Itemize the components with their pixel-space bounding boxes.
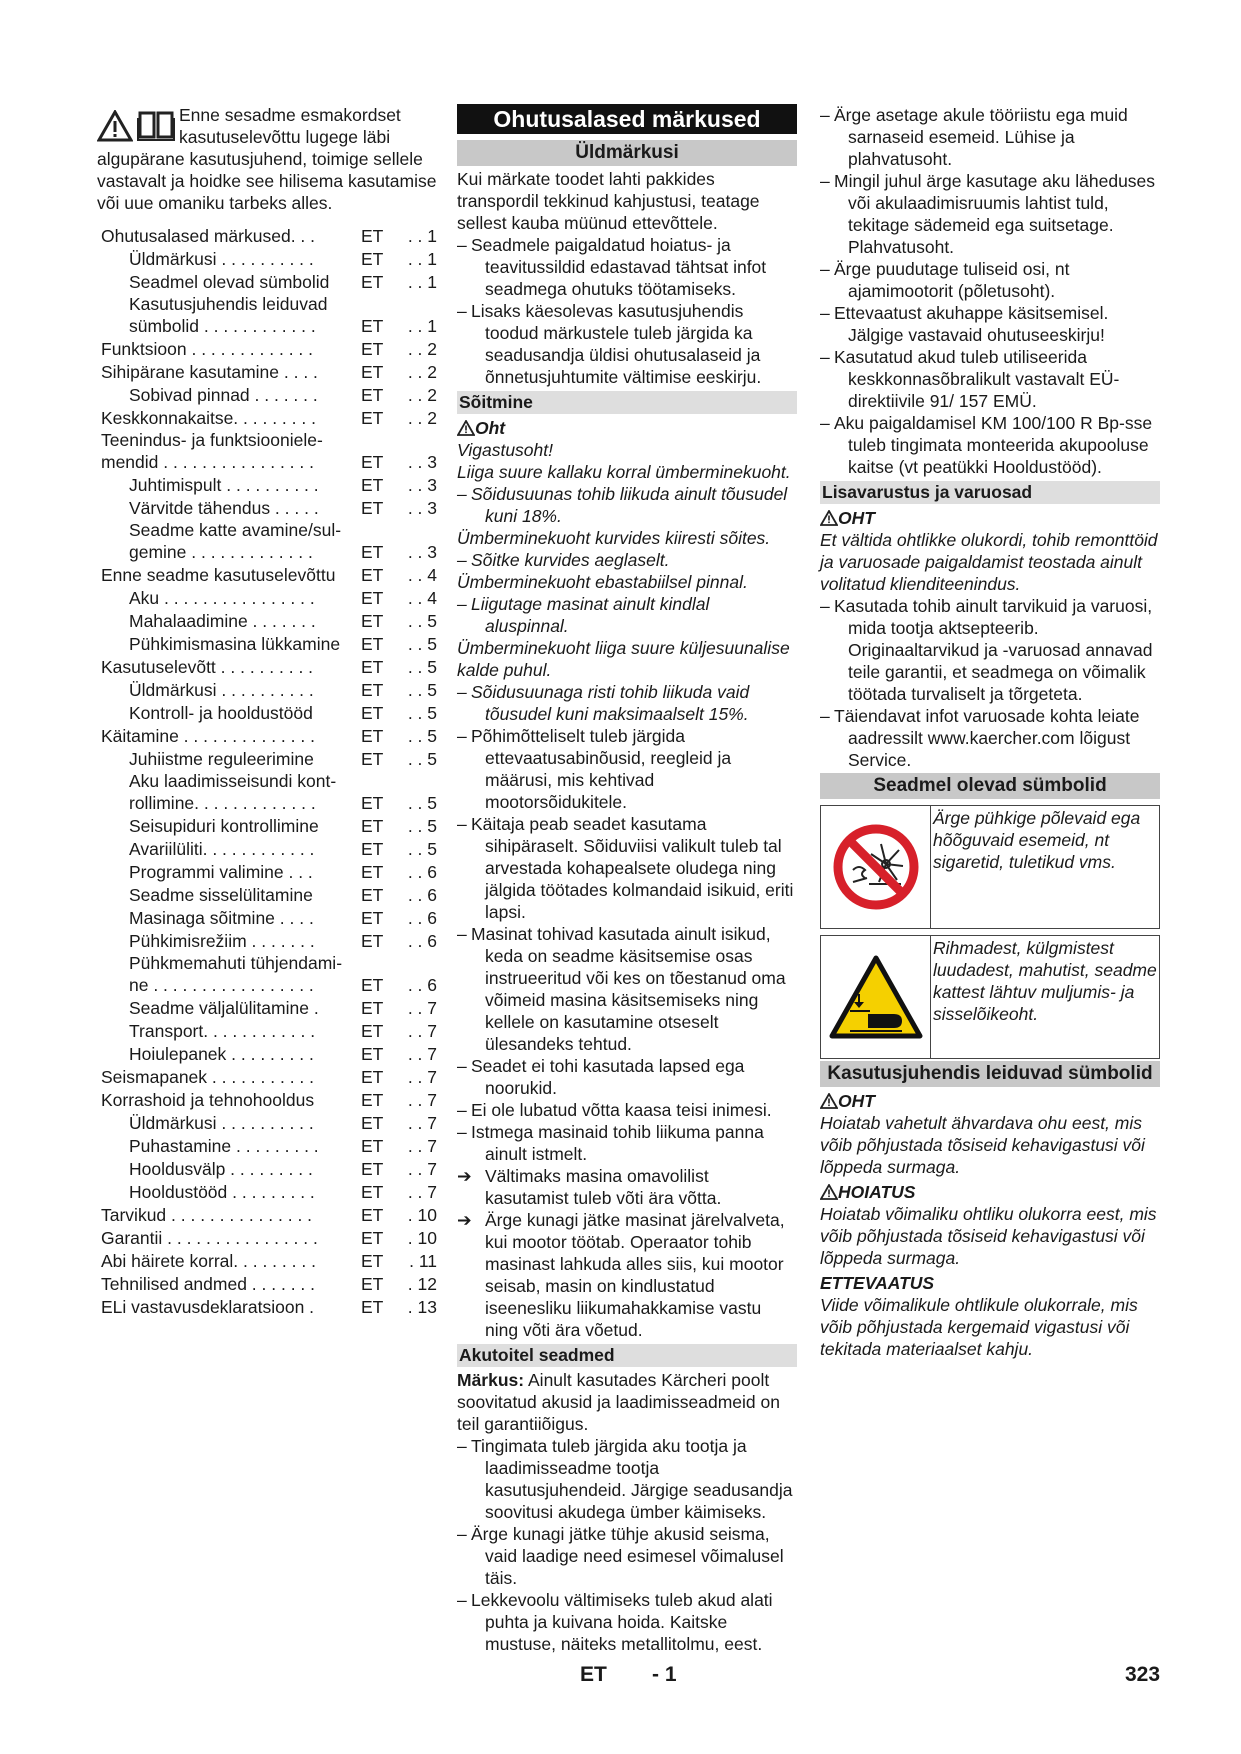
toc-entry-page: . . 7 xyxy=(407,1136,437,1156)
toc-entry[interactable] xyxy=(97,1019,437,1042)
crush-hazard-icon xyxy=(821,936,931,1058)
subsection-heading: Lisavarustus ja varuosad xyxy=(820,481,1160,504)
toc-entry[interactable] xyxy=(97,837,437,860)
toc-entry-title: Üldmärkusi . . . . . . . . . . xyxy=(129,249,314,269)
warning-triangle-icon xyxy=(820,1182,838,1202)
italic-paragraph: Vigastusoht! xyxy=(457,440,553,460)
toc-entry[interactable] xyxy=(97,1203,437,1226)
warning-heading xyxy=(820,1181,1160,1203)
italic-paragraph: Ümberminekuoht liiga suure küljesuunalise kalde puhul. xyxy=(457,638,790,680)
section-title: Ohutusalased märkused xyxy=(457,104,797,134)
dash-list-item: – Sõitke kurvides aeglaselt. xyxy=(457,549,797,571)
toc-entry-title: Sihipärane kasutamine . . . . xyxy=(101,362,318,382)
toc-entry-page: . . 7 xyxy=(407,1182,437,1202)
toc-entry-page: . . 7 xyxy=(407,1113,437,1133)
toc-entry-page: . . 4 xyxy=(407,588,437,608)
toc-entry-title: Mahalaadimine . . . . . . . xyxy=(129,611,316,631)
dash-list-item: – Masinat tohivad kasutada ainult isikud, keda on seadme käsitsemise osas instrueeritud või kes on tõestanud oma võimeid masina käsitsemiseks ning kellele on kasutamine otseselt ülesandeks tehtud. xyxy=(457,923,797,1055)
toc-entry-title: Seadme sisselülitamine xyxy=(129,885,313,905)
dash-list-item: – Kasutada tohib ainult tarvikuid ja varuosi, mida tootja aktsepteerib. Originaaltarvikud ja -varuosad annavad teile garantii, et seadmega on võimalik töötada turvaliselt ja tõrgeteta. xyxy=(820,595,1160,705)
toc-entry[interactable] xyxy=(97,383,437,406)
warning-label: OHT xyxy=(838,1091,875,1111)
toc-entry-language: ET xyxy=(361,452,384,472)
symbol-description: Ärge pühkige põlevaid ega hõõguvaid esemeid, nt sigaretid, tuletikud vms. xyxy=(933,808,1141,872)
toc-entry-page: . . 2 xyxy=(407,339,437,359)
toc-entry-title: Masinaga sõitmine . . . . xyxy=(129,908,314,928)
warning-triangle-icon xyxy=(820,508,838,528)
italic-paragraph: Ümberminekuoht ebastabiilsel pinnal. xyxy=(457,572,748,592)
footer-section-page: - 1 xyxy=(652,1663,677,1686)
toc-entry-page: . . 1 xyxy=(407,272,437,292)
toc-entry-language: ET xyxy=(361,1297,384,1317)
toc-entry[interactable] xyxy=(97,473,437,496)
toc-entry[interactable] xyxy=(97,655,437,678)
warning-label: HOIATUS xyxy=(838,1182,916,1202)
toc-entry-page: . . 5 xyxy=(407,611,437,631)
toc-entry-language: ET xyxy=(361,1274,384,1294)
toc-entry-title: Pühkmemahuti tühjendami-ne . . . . . . . . . . . . . . . . . xyxy=(129,953,343,995)
intro-icons xyxy=(97,104,177,148)
toc-entry[interactable] xyxy=(97,1065,437,1088)
italic-paragraph: Liiga suure kallaku korral ümberminekuoht. xyxy=(457,462,791,482)
toc-entry-language: ET xyxy=(361,498,384,518)
middle-column xyxy=(457,104,797,1655)
toc-entry-language: ET xyxy=(361,1182,384,1202)
intro-notice xyxy=(97,104,437,214)
toc-entry-page: . . 1 xyxy=(407,316,437,336)
footer-language: ET xyxy=(580,1663,607,1686)
toc-entry-language: ET xyxy=(361,1159,384,1179)
toc-entry[interactable] xyxy=(97,429,437,473)
toc-entry[interactable] xyxy=(97,563,437,586)
toc-entry-language: ET xyxy=(361,703,384,723)
toc-entry-title: Ohutusalased märkused. . . xyxy=(101,226,315,246)
toc-entry[interactable] xyxy=(97,1272,437,1295)
dash-list-item: – Ärge asetage akule tööriistu ega muid sarnaseid esemeid. Lühise ja plahvatusoht. xyxy=(820,104,1160,170)
toc-entry-page: . . 2 xyxy=(407,362,437,382)
toc-entry-title: Juhtimispult . . . . . . . . . . xyxy=(129,475,319,495)
toc-entry-title: Pühkimisrežiim . . . . . . . xyxy=(129,931,315,951)
dash-list-item: – Liigutage masinat ainult kindlal aluspinnal. xyxy=(457,593,797,637)
toc-entry-language: ET xyxy=(361,339,384,359)
dash-list-item: – Kasutatud akud tuleb utiliseerida keskkonnasõbralikult vastavalt EÜ-direktiivile 91/ 157 EMÜ. xyxy=(820,346,1160,412)
toc-entry[interactable] xyxy=(97,1180,437,1203)
toc-entry-language: ET xyxy=(361,1113,384,1133)
toc-entry[interactable] xyxy=(97,609,437,632)
italic-paragraph: Hoiatab võimaliku ohtliku olukorra eest, mis võib põhjustada tõsiseid kehavigastusi või lõppeda surmaga. xyxy=(820,1204,1157,1268)
toc-entry-title: Aku . . . . . . . . . . . . . . . . xyxy=(129,588,315,608)
toc-entry-title: Tehnilised andmed . . . . . . . xyxy=(101,1274,315,1294)
toc-entry-language: ET xyxy=(361,1067,384,1087)
arrow-item-text: Ärge kunagi jätke masinat järelvalveta, kui mootor töötab. Operaator tohib masinast lahkuda alles siis, kui mootor seisab, masin on kindlustatud iseenesliku liikumahakkamise vastu ning võti ära võetud. xyxy=(485,1210,785,1340)
dash-list-item: – Põhimõtteliselt tuleb järgida ettevaatusabinõusid, reegleid ja määrusi, mis kehtivad mootorsõidukitele. xyxy=(457,725,797,813)
toc-entry-title: Programmi valimine . . . xyxy=(129,862,313,882)
toc-entry-page: . . 7 xyxy=(407,1044,437,1064)
toc-entry-page: . . 5 xyxy=(407,793,437,813)
toc-entry[interactable] xyxy=(97,224,437,247)
subsection-heading: Sõitmine xyxy=(457,391,797,414)
dash-list-item: – Täiendavat infot varuosade kohta leiate aadressilt www.kaercher.com lõigust Service. xyxy=(820,705,1160,771)
toc-entry-language: ET xyxy=(361,565,384,585)
toc-entry-language: ET xyxy=(361,1251,384,1271)
toc-entry-page: . . 6 xyxy=(407,862,437,882)
toc-entry-title: Seadme katte avamine/sul-gemine . . . . . . . . . . . . . xyxy=(129,520,342,562)
toc-entry-title: Enne seadme kasutuselevõttu xyxy=(101,565,336,585)
toc-entry-title: Seadme väljalülitamine . xyxy=(129,998,319,1018)
toc-entry-language: ET xyxy=(361,931,384,951)
warning-heading xyxy=(820,1090,1160,1112)
toc-entry-title: Käitamine . . . . . . . . . . . . . . xyxy=(101,726,315,746)
dash-list-item: – Ettevaatust akuhappe käsitsemisel. Jälgige vastavaid ohutuseeskirju! xyxy=(820,302,1160,346)
toc-entry-language: ET xyxy=(361,885,384,905)
intro-text: Enne sesadme esmakordset kasutuselevõttu lugege läbi algupärane kasutusjuhend, toimige sellele vastavalt ja hoidke see hilisema kasutamise või uue omaniku tarbeks alles. xyxy=(97,105,437,213)
toc-entry-page: . . 6 xyxy=(407,908,437,928)
toc-entry-page: . 11 xyxy=(409,1251,437,1271)
dash-list-item: – Lekkevoolu vältimiseks tuleb akud alati puhta ja kuivana hoida. Kaitske mustuse, näiteks metallitolmu, eest. xyxy=(457,1589,797,1655)
toc-entry-page: . . 7 xyxy=(407,1090,437,1110)
toc-entry-title: Seadmel olevad sümbolid xyxy=(129,272,330,292)
symbol-description: Rihmadest, külgmistest luudadest, mahutist, seadme kattest lähtuv muljumis- ja sisselõikeoht. xyxy=(933,938,1157,1024)
toc-entry-language: ET xyxy=(361,1228,384,1248)
warning-heading xyxy=(457,417,797,439)
toc-entry-page: . . 5 xyxy=(407,703,437,723)
toc-entry[interactable] xyxy=(97,770,437,814)
dash-list-item: – Ärge kunagi jätke tühje akusid seisma, vaid laadige need esimesel võimalusel täis. xyxy=(457,1523,797,1589)
toc-entry-page: . . 5 xyxy=(407,657,437,677)
toc-entry-title: Hooldusvälp . . . . . . . . . xyxy=(129,1159,313,1179)
toc-entry-title: Kontroll- ja hooldustööd xyxy=(129,703,313,723)
italic-paragraph: Ümberminekuoht kurvides kiiresti sõites. xyxy=(457,528,771,548)
toc-entry-page: . 13 xyxy=(407,1297,437,1317)
toc-entry[interactable] xyxy=(97,496,437,519)
toc-entry-page: . . 3 xyxy=(407,452,437,472)
toc-entry[interactable] xyxy=(97,929,437,952)
warning-triangle-icon xyxy=(820,1091,838,1111)
manual-book-icon xyxy=(137,110,175,142)
dash-list-item: – Ei ole lubatud võtta kaasa teisi inimesi. xyxy=(457,1099,797,1121)
toc-entry[interactable] xyxy=(97,883,437,906)
toc-entry-language: ET xyxy=(361,657,384,677)
toc-entry-title: Üldmärkusi . . . . . . . . . . xyxy=(129,680,314,700)
toc-entry-language: ET xyxy=(361,749,384,769)
toc-entry-page: . . 5 xyxy=(407,816,437,836)
toc-entry-title: Puhastamine . . . . . . . . . xyxy=(129,1136,319,1156)
dash-list-item: – Käitaja peab seadet kasutama sihipäraselt. Sõiduviisi valikult tuleb tal arvestada kohapealsete oludega ning jälgida töötades kolmandaid isikuid, eriti lapsi. xyxy=(457,813,797,923)
arrow-icon: ➔ xyxy=(457,1210,472,1230)
toc-entry-title: Garantii . . . . . . . . . . . . . . . . xyxy=(101,1228,318,1248)
toc-entry-title: Hoiulepanek . . . . . . . . . xyxy=(129,1044,314,1064)
toc-entry-title: ELi vastavusdeklaratsioon . xyxy=(101,1297,315,1317)
toc-entry[interactable] xyxy=(97,860,437,883)
toc-entry[interactable] xyxy=(97,1249,437,1272)
toc-entry-page: . . 6 xyxy=(407,975,437,995)
toc-entry-title: Sobivad pinnad . . . . . . . xyxy=(129,385,318,405)
toc-entry[interactable] xyxy=(97,337,437,360)
arrow-list-item xyxy=(457,1209,797,1341)
warning-heading xyxy=(820,507,1160,529)
toc-entry-language: ET xyxy=(361,272,384,292)
toc-entry[interactable] xyxy=(97,247,437,270)
toc-entry[interactable] xyxy=(97,747,437,770)
toc-entry[interactable] xyxy=(97,1295,437,1318)
note-label: Märkus: xyxy=(457,1370,525,1390)
toc-entry-language: ET xyxy=(361,680,384,700)
toc-entry-language: ET xyxy=(361,385,384,405)
toc-entry-language: ET xyxy=(361,908,384,928)
toc-entry[interactable] xyxy=(97,1134,437,1157)
toc-entry-page: . . 5 xyxy=(407,634,437,654)
toc-entry-title: Seisupiduri kontrollimine xyxy=(129,816,319,836)
toc-entry[interactable] xyxy=(97,293,437,337)
symbol-row xyxy=(820,935,1160,1059)
toc-entry-title: Korrashoid ja tehnohooldus xyxy=(101,1090,315,1110)
right-column xyxy=(820,104,1160,1360)
toc-entry-page: . . 6 xyxy=(407,931,437,951)
toc-entry-language: ET xyxy=(361,316,384,336)
section-heading: Kasutusjuhendis leiduvad sümbolid xyxy=(820,1061,1160,1087)
toc-entry-language: ET xyxy=(361,1044,384,1064)
toc-entry-title: Kasutusjuhendis leiduvad sümbolid . . . . . . . . . . . . xyxy=(129,294,328,336)
dash-list-item: – Seadet ei tohi kasutada lapsed ega noorukid. xyxy=(457,1055,797,1099)
toc-entry-page: . 10 xyxy=(407,1228,437,1248)
subsection-heading: Akutoitel seadmed xyxy=(457,1344,797,1367)
toc-entry-page: . . 5 xyxy=(407,839,437,859)
toc-entry[interactable] xyxy=(97,724,437,747)
toc-entry-page: . . 7 xyxy=(407,1067,437,1087)
toc-entry-title: Hooldustööd . . . . . . . . . xyxy=(129,1182,315,1202)
toc-entry[interactable] xyxy=(97,1226,437,1249)
toc-entry-title: Aku laadimisseisundi kont-rollimine. . . . . . . . . . . . . xyxy=(129,771,337,813)
warning-triangle-icon xyxy=(457,418,475,438)
toc-entry-page: . . 3 xyxy=(407,542,437,562)
toc-entry-page: . . 3 xyxy=(407,498,437,518)
arrow-item-text: Vältimaks masina omavolilist kasutamist tuleb võti ära võtta. xyxy=(485,1166,722,1208)
toc-entry-page: . . 1 xyxy=(407,249,437,269)
toc-entry-page: . . 7 xyxy=(407,1021,437,1041)
toc-entry-title: Üldmärkusi . . . . . . . . . . xyxy=(129,1113,314,1133)
toc-entry-page: . . 5 xyxy=(407,749,437,769)
toc-entry-page: . . 2 xyxy=(407,385,437,405)
warning-label: Oht xyxy=(475,418,506,438)
dash-list-item: – Lisaks käesolevas kasutusjuhendis toodud märkustele tuleb järgida ka seadusandja üldisi ohutusalaseid ja õnnetusjuhtumite vältimise eeskirju. xyxy=(457,300,797,388)
toc-entry-language: ET xyxy=(361,408,384,428)
toc-entry-page: . 12 xyxy=(407,1274,437,1294)
toc-entry-title: Abi häirete korral. . . . . . . . . xyxy=(101,1251,316,1271)
toc-entry[interactable] xyxy=(97,519,437,563)
warning-heading: ETTEVAATUS xyxy=(820,1273,935,1293)
toc-entry-title: Pühkimismasina lükkamine xyxy=(129,634,341,654)
toc-entry-language: ET xyxy=(361,362,384,382)
italic-paragraph: Et vältida ohtlikke olukordi, tohib remonttöid ja varuosade paigaldamist teostada ainult volitatud klienditeenindus. xyxy=(820,530,1158,594)
toc-entry-title: Juhiistme reguleerimine xyxy=(129,749,314,769)
toc-entry-title: Funktsioon . . . . . . . . . . . . . xyxy=(101,339,314,359)
toc-entry[interactable] xyxy=(97,906,437,929)
left-column xyxy=(97,104,437,1318)
toc-entry-page: . . 5 xyxy=(407,680,437,700)
toc-entry[interactable] xyxy=(97,586,437,609)
italic-paragraph: Hoiatab vahetult ähvardava ohu eest, mis võib põhjustada tõsiseid kehavigastusi või lõppeda surmaga. xyxy=(820,1113,1145,1177)
toc-entry[interactable] xyxy=(97,996,437,1019)
italic-paragraph: Viide võimalikule ohtlikule olukorrale, mis võib põhjustada kergemaid vigastusi või tekitada materiaalset kahju. xyxy=(820,1295,1138,1359)
toc-entry-title: Keskkonnakaitse. . . . . . . . . xyxy=(101,408,316,428)
toc-entry-title: Transport. . . . . . . . . . . . xyxy=(129,1021,316,1041)
toc-entry[interactable] xyxy=(97,1042,437,1065)
toc-entry-page: . . 7 xyxy=(407,1159,437,1179)
section-heading: Seadmel olevad sümbolid xyxy=(820,773,1160,799)
toc-entry-language: ET xyxy=(361,634,384,654)
toc-entry-language: ET xyxy=(361,816,384,836)
toc-entry-page: . . 7 xyxy=(407,998,437,1018)
toc-entry-language: ET xyxy=(361,226,384,246)
toc-entry-language: ET xyxy=(361,588,384,608)
toc-entry-language: ET xyxy=(361,998,384,1018)
toc-entry-language: ET xyxy=(361,1021,384,1041)
toc-entry-language: ET xyxy=(361,475,384,495)
dash-list-item: – Tingimata tuleb järgida aku tootja ja laadimisseadme tootja kasutusjuhendeid. Järgige seadusandja soovitusi akudega ümber käimiseks. xyxy=(457,1435,797,1523)
symbol-row xyxy=(820,805,1160,929)
toc-entry-language: ET xyxy=(361,1136,384,1156)
arrow-list-item xyxy=(457,1165,797,1209)
dash-list-item: – Sõidusuunas tohib liikuda ainult tõusudel kuni 18%. xyxy=(457,483,797,527)
dash-list-item: – Istmega masinaid tohib liikuma panna ainult istmelt. xyxy=(457,1121,797,1165)
toc-entry-page: . . 5 xyxy=(407,726,437,746)
arrow-icon: ➔ xyxy=(457,1166,472,1186)
toc-entry-language: ET xyxy=(361,1205,384,1225)
toc-entry-language: ET xyxy=(361,1090,384,1110)
table-of-contents xyxy=(97,224,437,1318)
dash-list-item: – Ärge puudutage tuliseid osi, nt ajamimootorit (põletusoht). xyxy=(820,258,1160,302)
toc-entry[interactable] xyxy=(97,952,437,996)
warning-label: OHT xyxy=(838,508,875,528)
section-heading: Üldmärkusi xyxy=(457,140,797,166)
toc-entry-title: Seismapanek . . . . . . . . . . . xyxy=(101,1067,314,1087)
toc-entry[interactable] xyxy=(97,814,437,837)
note-text: Ainult kasutades Kärcheri poolt soovitatud akusid ja laadimisseadmeid on teil garantiiõigus. xyxy=(457,1370,780,1434)
toc-entry-title: Tarvikud . . . . . . . . . . . . . . . xyxy=(101,1205,313,1225)
toc-entry[interactable] xyxy=(97,701,437,724)
toc-entry-language: ET xyxy=(361,542,384,562)
toc-entry[interactable] xyxy=(97,632,437,655)
toc-entry-title: Värvitde tähendus . . . . . xyxy=(129,498,319,518)
dash-list-item: – Aku paigaldamisel KM 100/100 R Bp-sse tuleb tingimata monteerida akupooluse kaitse (vt peatükki Hooldustööd). xyxy=(820,412,1160,478)
toc-entry-page: . . 2 xyxy=(407,408,437,428)
toc-entry-language: ET xyxy=(361,249,384,269)
toc-entry[interactable] xyxy=(97,1088,437,1111)
toc-entry-page: . . 4 xyxy=(407,565,437,585)
toc-entry-title: Kasutuselevõtt . . . . . . . . . . xyxy=(101,657,314,677)
toc-entry-page: . 10 xyxy=(407,1205,437,1225)
toc-entry[interactable] xyxy=(97,1111,437,1134)
dash-list-item: – Sõidusuunaga risti tohib liikuda vaid tõusudel kuni maksimaalselt 15%. xyxy=(457,681,797,725)
toc-entry-title: Teenindus- ja funktsiooniele-mendid . . . . . . . . . . . . . . . . xyxy=(101,430,323,472)
toc-entry-title: Avariilüliti. . . . . . . . . . . . xyxy=(129,839,315,859)
toc-entry-page: . . 1 xyxy=(407,226,437,246)
toc-entry[interactable] xyxy=(97,270,437,293)
warning-triangle-icon xyxy=(97,110,133,142)
toc-entry-language: ET xyxy=(361,793,384,813)
toc-entry[interactable] xyxy=(97,360,437,383)
footer-page-number: 323 xyxy=(1125,1663,1161,1686)
toc-entry-language: ET xyxy=(361,611,384,631)
toc-entry[interactable] xyxy=(97,406,437,429)
toc-entry[interactable] xyxy=(97,678,437,701)
note-paragraph xyxy=(457,1369,797,1435)
toc-entry-language: ET xyxy=(361,839,384,859)
toc-entry-page: . . 6 xyxy=(407,885,437,905)
toc-entry-language: ET xyxy=(361,975,384,995)
dash-list-item: – Seadmele paigaldatud hoiatus- ja teavitussildid edastavad tähtsat infot seadmega ohutuks töötamiseks. xyxy=(457,234,797,300)
toc-entry-language: ET xyxy=(361,726,384,746)
toc-entry-language: ET xyxy=(361,862,384,882)
no-sweeping-burning-objects-icon xyxy=(821,806,931,928)
toc-entry[interactable] xyxy=(97,1157,437,1180)
paragraph: Kui märkate toodet lahti pakkides transpordil tekkinud kahjustusi, teatage sellest kauba müünud ettevõttele. xyxy=(457,169,760,233)
dash-list-item: – Mingil juhul ärge kasutage aku läheduses või akulaadimisruumis lahtist tuld, tekitage sädemeid ega suitsetage. Plahvatusoht. xyxy=(820,170,1160,258)
toc-entry-page: . . 3 xyxy=(407,475,437,495)
